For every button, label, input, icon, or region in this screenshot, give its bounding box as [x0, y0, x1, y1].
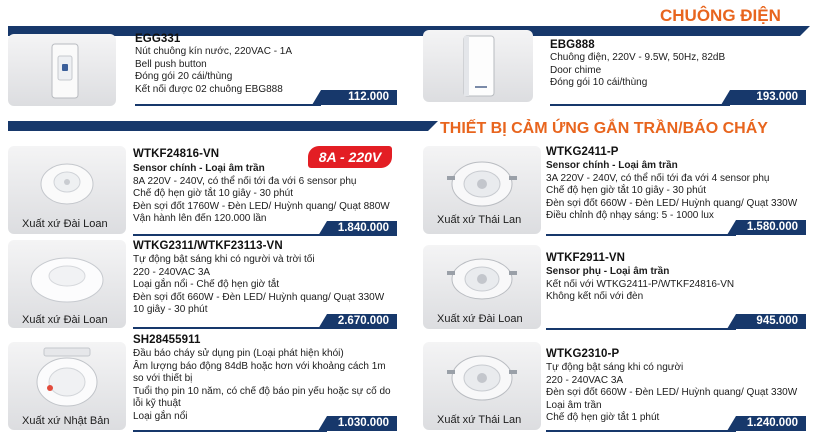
product-specs-ebg888 [550, 52, 725, 90]
smoke-detector-icon [8, 342, 126, 414]
price-wtkg2310: 1.240.000 [736, 416, 806, 431]
price-egg331: 112.000 [321, 90, 397, 105]
underline-wtkf24816 [133, 234, 327, 236]
product-specs-wtkf2911 [546, 266, 734, 304]
price-ebg888: 193.000 [730, 90, 806, 105]
product-code-ebg888: EBG888 [550, 39, 595, 51]
spec-line: Đèn sợi đốt 1760W - Đèn LED/ Huỳnh quang/ Quạt 880W [133, 200, 390, 212]
ceiling-sensor-icon [423, 146, 541, 216]
spec-line: Đầu báo cháy sử dụng pin (Loại phát hiện khói) [133, 348, 344, 359]
bell-push-button-icon [8, 34, 116, 106]
spec-line: Điều chỉnh độ nhạy sáng: 5 - 1000 lux [546, 210, 714, 221]
underline-wtkg2310 [546, 430, 736, 432]
origin-sh28455911: Xuất xứ Nhật Bản [22, 415, 110, 427]
product-specs-wtkf24816 [133, 163, 390, 226]
spec-line: 220 - 240VAC 3A [546, 374, 624, 386]
section-title-cam-ung: THIẾT BỊ CẢM ỨNG GẮN TRẦN/BÁO CHÁY [440, 120, 768, 137]
price-wtkg2311: 2.670.000 [327, 314, 397, 329]
spec-line: Chế độ hẹn giờ tắt 10 giây - 30 phút [133, 188, 293, 199]
spec-line: Chuông điện, 220V - 9.5W, 50Hz, 82dB [550, 52, 726, 63]
spec-line: 3A 220V - 240V, có thể nối tới đa với 4 sensor phụ [546, 172, 770, 184]
spec-line: Đèn sợi đốt 660W - Đèn LED/ Huỳnh quang/ Quạt 330W [546, 197, 798, 209]
underline-wtkg2411 [546, 234, 736, 236]
product-specs-egg331 [135, 46, 292, 96]
underline-sh28455911 [133, 430, 327, 432]
ceiling-sensor-icon [423, 245, 541, 309]
product-code-sh28455911: SH28455911 [133, 334, 201, 346]
spec-line: Chế độ hẹn giờ tắt 10 giây - 30 phút [546, 185, 706, 196]
underline-egg331 [135, 104, 321, 106]
origin-wtkg2311: Xuất xứ Đài Loan [22, 314, 108, 326]
section-title-chuong-dien: CHUÔNG ĐIỆN [660, 6, 781, 25]
product-code-wtkg2411: WTKG2411-P [546, 146, 619, 158]
product-specs-wtkg2411 [546, 160, 797, 223]
product-code-wtkg2311: WTKG2311/WTKF23113-VN [133, 240, 283, 252]
spec-line: Kết nối với WTKG2411-P/WTKF24816-VN [546, 278, 735, 290]
underline-ebg888 [550, 104, 730, 106]
spec-line: Tuổi thọ pin 10 năm, có chế độ báo pin yếu hoặc sự cố do [133, 385, 391, 397]
spec-line: Đóng gói 20 cái/thùng [135, 71, 233, 82]
spec-line: Âm lượng báo động 84dB hoặc hơn với khoảng cách 1m [133, 360, 386, 372]
spec-line: Không kết nối với đèn [546, 291, 644, 302]
origin-wtkg2411: Xuất xứ Thái Lan [437, 214, 522, 226]
spec-line: 220 - 240VAC 3A [133, 266, 211, 278]
spec-line: Door chime [550, 64, 602, 76]
door-chime-icon [423, 30, 533, 102]
spec-line: Đèn sợi đốt 660W - Đèn LED/ Huỳnh quang/ Quạt 330W [546, 387, 798, 398]
spec-line: Chế độ hẹn giờ tắt 1 phút [546, 412, 660, 423]
spec-line: lỗi kỹ thuật [133, 398, 181, 409]
product-code-wtkg2310: WTKG2310-P [546, 348, 620, 360]
spec-line: Đóng gói 10 cái/thùng [550, 77, 648, 88]
product-code-wtkf24816: WTKF24816-VN [133, 148, 220, 160]
spec-line: Tự động bật sáng khi có người [546, 362, 684, 373]
ceiling-sensor-icon [8, 146, 126, 216]
price-wtkf24816: 1.840.000 [327, 221, 397, 236]
spec-subtitle: Sensor phụ - Loại âm trần [546, 266, 670, 277]
product-image-ebg888 [423, 30, 533, 102]
price-wtkf2911: 945.000 [736, 314, 806, 329]
spec-line: 8A 220V - 240V, có thể nối tới đa với 6 sensor phụ [133, 175, 357, 187]
spec-line: Loại gắn nổi - Chế độ hẹn giờ tắt [133, 279, 280, 290]
spec-line: 10 giây - 30 phút [133, 304, 208, 315]
product-specs-wtkg2311 [133, 254, 384, 317]
ceiling-sensor-icon [423, 342, 541, 412]
rating-badge: 8A - 220V [308, 146, 392, 168]
product-specs-sh28455911 [133, 348, 391, 423]
origin-wtkf2911: Xuất xứ Đài Loan [437, 313, 523, 325]
section-bar-cam-ung [8, 121, 428, 131]
spec-line: Kết nối được 02 chuông EBG888 [135, 83, 283, 95]
spec-line: Đèn sợi đốt 660W - Đèn LED/ Huỳnh quang/ Quạt 330W [133, 291, 385, 303]
spec-line: Tự động bật sáng khi có người và trời tối [133, 254, 315, 265]
product-image-egg331 [8, 34, 116, 106]
underline-wtkf2911 [546, 328, 736, 330]
underline-wtkg2311 [133, 327, 327, 329]
origin-wtkg2310: Xuất xứ Thái Lan [437, 414, 522, 426]
spec-line: Bell push button [135, 58, 207, 70]
spec-line: Nút chuông kín nước, 220VAC - 1A [135, 46, 293, 57]
spec-subtitle: Sensor chính - Loại âm trần [133, 163, 265, 174]
spec-line: so với thiết bị [133, 373, 193, 384]
product-code-wtkf2911: WTKF2911-VN [546, 252, 626, 264]
section-bar-chuong-dien [8, 26, 800, 36]
spec-line: Loại âm trần [546, 399, 602, 411]
spec-line: Loại gắn nổi [133, 410, 188, 422]
price-sh28455911: 1.030.000 [327, 416, 397, 431]
spec-subtitle: Sensor chính - Loại âm trần [546, 160, 678, 171]
spec-line: Vận hành lên đến 120.000 lần [133, 213, 267, 224]
price-wtkg2411: 1.580.000 [736, 220, 806, 235]
origin-wtkf24816: Xuất xứ Đài Loan [22, 218, 108, 230]
surface-sensor-icon [8, 240, 126, 312]
product-code-egg331: EGG331 [135, 33, 181, 45]
